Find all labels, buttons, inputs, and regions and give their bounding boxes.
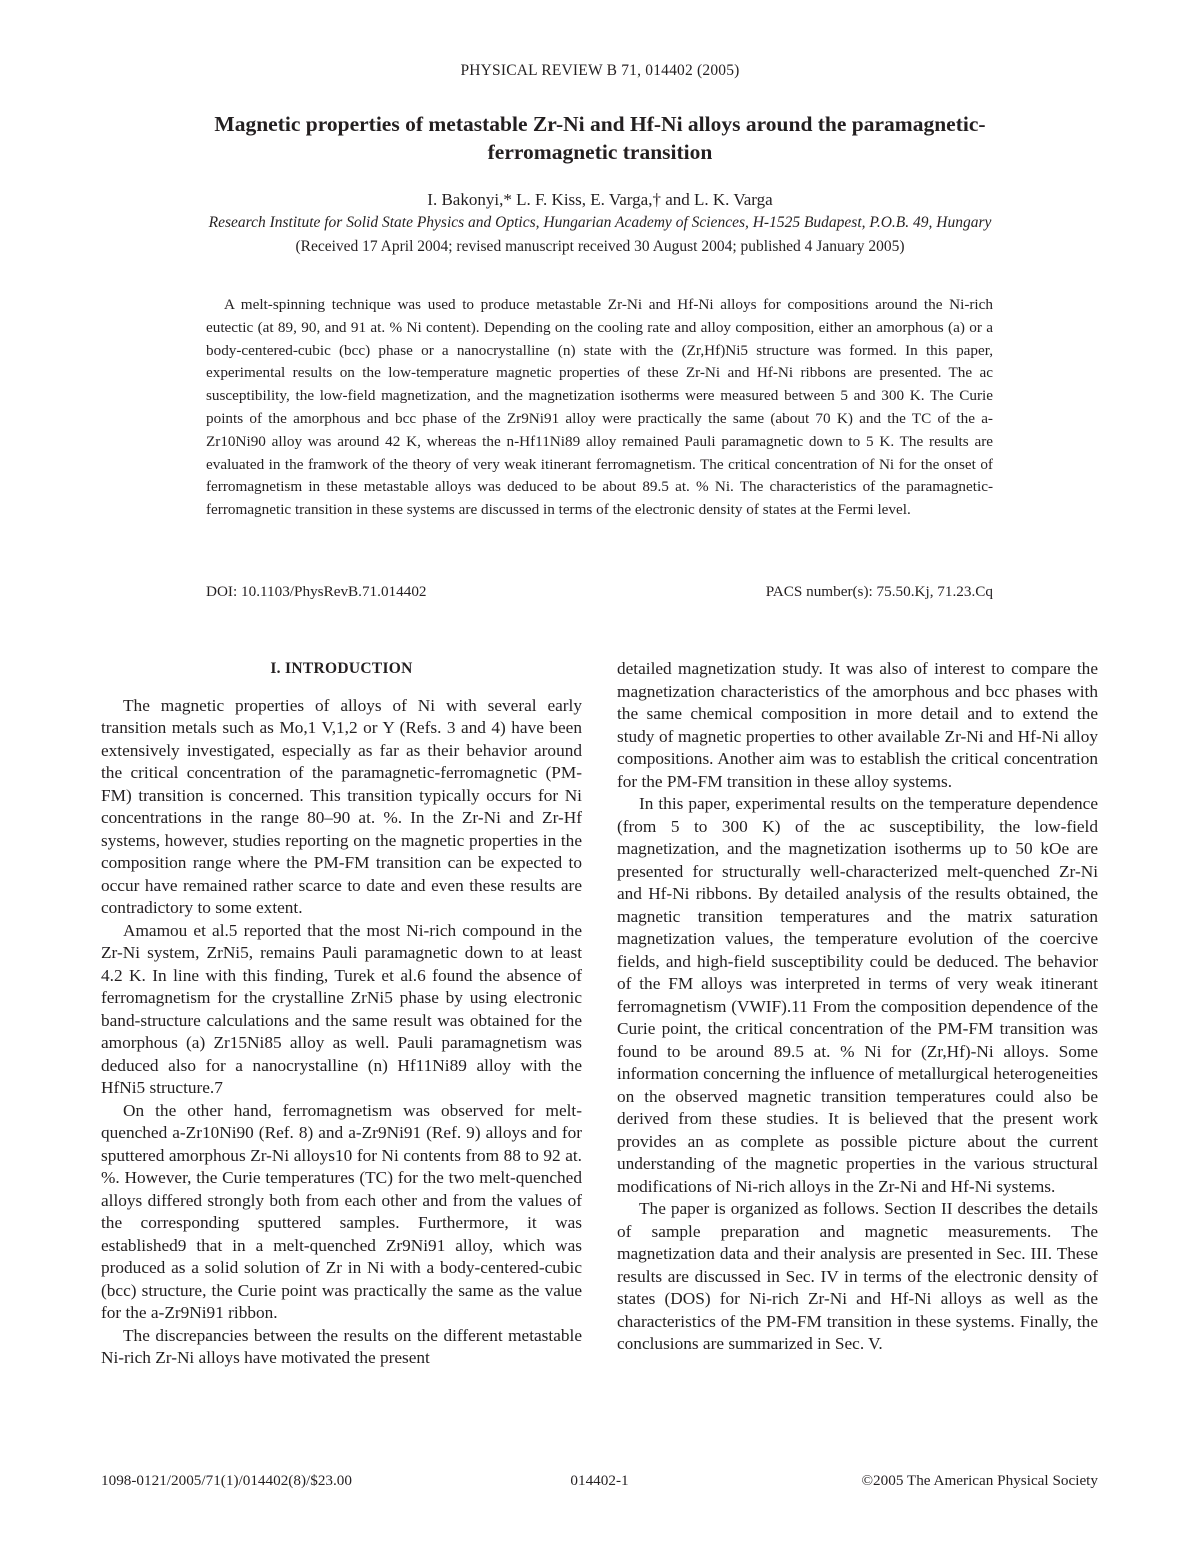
section-heading: I. INTRODUCTION bbox=[270, 660, 413, 677]
paragraph: In this paper, experimental results on the temperature dependence (from 5 to 300 K) of the ac susceptibility, the low-field magnetization, and the magnetization isotherms up to 50 kOe are presented for structurally well-characterized melt-quenched Zr-Ni and Hf-Ni ribbons. By detailed analysis of the results obtained, the magnetic transition temperatures and the matrix saturation magnetization values, the temperature evolution of the coercive fields, and high-field susceptibility could be deduced. The behavior of the FM alloys was interpreted in terms of very weak itinerant ferromagnetism (VWIF).11 From the composition dependence of the Curie point, the critical concentration of the PM-FM transition was found to be around 89.5 at. % Ni for (Zr,Hf)-Ni alloys. Some information concerning the influence of metallurgical heterogeneities on the observed magnetic transition temperatures could also be derived from these studies. It is believed that the present work provides an as complete as possible picture about the current understanding of the magnetic properties in the various structural modifications of Ni-rich alloys in the Zr-Ni and Hf-Ni systems. bbox=[617, 794, 1098, 1196]
pacs-numbers: PACS number(s): 75.50.Kj, 71.23.Cq bbox=[765, 583, 993, 600]
affiliation: Research Institute for Solid State Physics and Optics, Hungarian Academy of Sciences, H-1525 Budapest, P.O.B. 49, Hungary bbox=[208, 214, 992, 231]
journal-header: PHYSICAL REVIEW B 71, 014402 (2005) bbox=[460, 62, 740, 79]
issn-code: 1098-0121/2005/71(1)/014402(8)/$23.00 bbox=[101, 1472, 352, 1489]
paragraph: The discrepancies between the results on the different metastable Ni-rich Zr-Ni alloys have motivated the present bbox=[101, 1325, 582, 1367]
paragraph: detailed magnetization study. It was also of interest to compare the magnetization characteristics of the amorphous and bcc phases with the same chemical composition in more detail and to extend the study of magnetic properties to other available Zr-Ni and Hf-Ni alloy compositions. Another aim was to establish the critical concentration for the PM-FM transition in these alloy systems. bbox=[617, 659, 1098, 791]
paragraph: The magnetic properties of alloys of Ni with several early transition metals such as Mo,1 V,1,2 or Y (Refs. 3 and 4) have been extensively investigated, especially as far as their behavior around the critical concentration of the paramagnetic-ferromagnetic (PM-FM) transition is concerned. This transition typically occurs for Ni concentrations in the range 80–90 at. %. In the Zr-Ni and Zr-Hf systems, however, studies reporting on the magnetic properties in the composition range where the PM-FM transition can be expected to occur have remained rather scarce to date and even these results are contradictory to some extent. bbox=[101, 695, 582, 917]
abstract: A melt-spinning technique was used to produce metastable Zr-Ni and Hf-Ni alloys for compositions around the Ni-rich eutectic (at 89, 90, and 91 at. % Ni content). Depending on the cooling rate and alloy composition, either an amorphous (a) or a body-centered-cubic (bcc) phase or a nanocrystalline (n) state with the (Zr,Hf)Ni5 structure was formed. In this paper, experimental results on the low-temperature magnetic properties of these Zr-Ni and Hf-Ni ribbons are presented. The ac susceptibility, the low-field magnetization, and the magnetization isotherms were measured between 5 and 300 K. The Curie points of the amorphous and bcc phase of the Zr9Ni91 alloy were practically the same (about 70 K) and the TC of the a-Zr10Ni90 alloy was around 42 K, whereas the n-Hf11Ni89 alloy remained Pauli paramagnetic down to 5 K. The results are evaluated in the framwork of the theory of very weak itinerant ferromagnetism. The critical concentration of Ni for the onset of ferromagnetism in these metastable alloys was deduced to be about 89.5 at. % Ni. The characteristics of the paramagnetic-ferromagnetic transition in these systems are discussed in terms of the electronic density of states at the Fermi level. bbox=[206, 296, 993, 519]
received-dates: (Received 17 April 2004; revised manuscript received 30 August 2004; published 4 January 2005) bbox=[295, 238, 905, 255]
right-column bbox=[617, 658, 1098, 1356]
paper-title: Magnetic properties of metastable Zr-Ni and Hf-Ni alloys around the paramagnetic-ferromagnetic transition bbox=[214, 112, 986, 164]
author-list: I. Bakonyi,* L. F. Kiss, E. Varga,† and L. K. Varga bbox=[427, 190, 773, 209]
paragraph: The paper is organized as follows. Section II describes the details of sample preparation and magnetic measurements. The magnetization data and their analysis are presented in Sec. III. These results are discussed in Sec. IV in terms of the electronic density of states (DOS) for Ni-rich Zr-Ni and Hf-Ni alloys as well as the characteristics of the PM-FM transition in these systems. Finally, the conclusions are summarized in Sec. V. bbox=[617, 1199, 1098, 1353]
page-number: 014402-1 bbox=[570, 1472, 629, 1489]
doi-link[interactable]: DOI: 10.1103/PhysRevB.71.014402 bbox=[206, 583, 427, 600]
left-column bbox=[101, 658, 582, 1370]
copyright: ©2005 The American Physical Society bbox=[861, 1472, 1098, 1489]
paragraph: Amamou et al.5 reported that the most Ni-rich compound in the Zr-Ni system, ZrNi5, remains Pauli paramagnetic down to at least 4.2 K. In line with this finding, Turek et al.6 found the absence of ferromagnetism for the crystalline ZrNi5 phase by using electronic band-structure calculations and the same result was obtained for the amorphous (a) Zr15Ni85 alloy as well. Pauli paramagnetism was deduced also for a nanocrystalline (n) Hf11Ni89 alloy with the HfNi5 structure.7 bbox=[101, 920, 582, 1097]
paragraph: On the other hand, ferromagnetism was observed for melt-quenched a-Zr10Ni90 (Ref. 8) and a-Zr9Ni91 (Ref. 9) alloys and for sputtered amorphous Zr-Ni alloys10 for Ni contents from 88 to 92 at. %. However, the Curie temperatures (TC) for the two melt-quenched alloys differed strongly both from each other and from the values of the corresponding sputtered samples. Furthermore, it was established9 that in a melt-quenched Zr9Ni91 alloy, which was produced as a solid solution of Zr in Ni with a body-centered-cubic (bcc) structure, the Curie point was practically the same as the value for the a-Zr9Ni91 ribbon. bbox=[101, 1100, 582, 1322]
article-meta bbox=[206, 583, 993, 601]
